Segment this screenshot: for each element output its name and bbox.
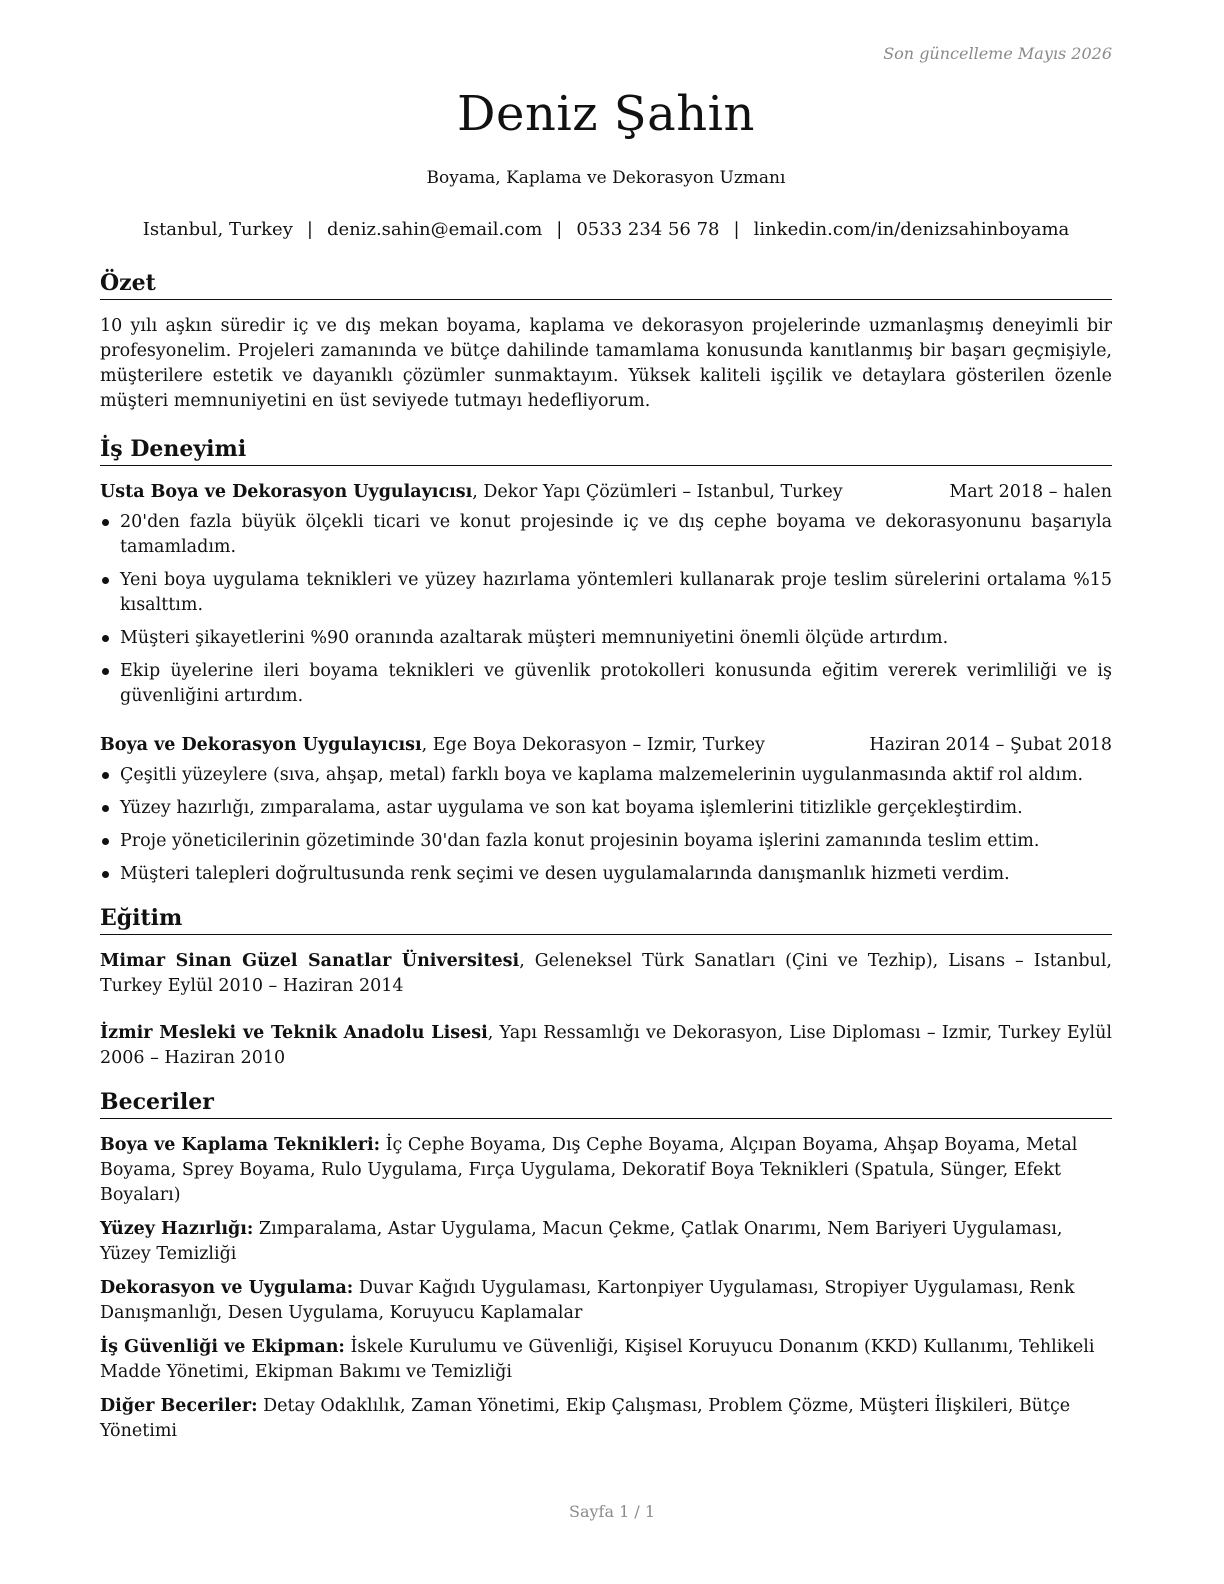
skill-text: Detay Odaklılık, Zaman Yönetimi, Ekip Çalışması, Problem Çözme, Müşteri İlişkileri, Bütçe Yönetimi: [100, 1396, 1071, 1441]
contact-email[interactable]: deniz.sahin@email.com: [326, 219, 543, 240]
job-bullet: Müşteri şikayetlerini %90 oranında azaltarak müşteri memnuniyetini önemli ölçüde artırdım.: [100, 626, 1112, 651]
skill-row: [100, 1133, 1112, 1208]
job-header: [100, 480, 1112, 505]
resume-content: [100, 268, 1112, 1453]
education-entry: [100, 949, 1112, 999]
job-dates: Mart 2018 – halen: [949, 482, 1112, 502]
education-dates: Eylül 2010 – Haziran 2014: [167, 976, 404, 996]
skill-row: [100, 1394, 1112, 1444]
job-bullet: Yeni boya uygulama teknikleri ve yüzey hazırlama yöntemleri kullanarak proje teslim sürelerini ortalama %15 kısalttım.: [100, 568, 1112, 618]
job-bullets: [100, 763, 1112, 887]
skill-label: Yüzey Hazırlığı:: [100, 1219, 254, 1239]
job-bullets: [100, 510, 1112, 709]
job-entry: [100, 733, 1112, 887]
summary-heading: Özet: [100, 268, 1112, 300]
job-dates: Haziran 2014 – Şubat 2018: [869, 735, 1112, 755]
candidate-title: Boyama, Kaplama ve Dekorasyon Uzmanı: [426, 168, 786, 188]
job-bullet: 20'den fazla büyük ölçekli ticari ve konut projesinde iç ve dış cephe boyama ve dekorasyonunu başarıyla tamamladım.: [100, 510, 1112, 560]
skill-label: Diğer Beceriler:: [100, 1396, 258, 1416]
contact-location: Istanbul, Turkey: [142, 219, 293, 240]
page-number: Sayfa 1 / 1: [568, 1502, 655, 1521]
education-heading: Eğitim: [100, 903, 1112, 935]
skills-heading: Beceriler: [100, 1087, 1112, 1119]
skill-text: Duvar Kağıdı Uygulaması, Kartonpiyer Uygulaması, Stropiyer Uygulaması, Renk Danışmanlığı, Desen Uygulama, Koruyucu Kaplamalar: [100, 1278, 1075, 1323]
education-entry: [100, 1021, 1112, 1071]
skill-label: Boya ve Kaplama Teknikleri:: [100, 1135, 381, 1155]
experience-heading: İş Deneyimi: [100, 434, 1112, 466]
contact-linkedin[interactable]: linkedin.com/in/denizsahinboyama: [753, 219, 1070, 240]
contact-line: [100, 219, 1112, 240]
last-updated: Son güncelleme Mayıs 2026: [883, 44, 1112, 63]
job-bullet: Ekip üyelerine ileri boyama teknikleri ve güvenlik protokolleri konusunda eğitim vererek verimliliği ve iş güvenliğini artırdım.: [100, 659, 1112, 709]
job-bullet: Yüzey hazırlığı, zımparalama, astar uygulama ve son kat boyama işlemlerini titizlikle gerçekleştirdim.: [100, 796, 1112, 821]
skill-row: [100, 1217, 1112, 1267]
candidate-name: Deniz Şahin: [457, 86, 755, 142]
job-entry: [100, 480, 1112, 709]
skill-label: İş Güvenliği ve Ekipman:: [100, 1337, 345, 1357]
education-dates: Eylül 2006 – Haziran 2010: [100, 1023, 1112, 1068]
job-bullet: Proje yöneticilerinin gözetiminde 30'dan fazla konut projesinin boyama işlerini zamanında teslim ettim.: [100, 829, 1112, 854]
skill-text: İç Cephe Boyama, Dış Cephe Boyama, Alçıpan Boyama, Ahşap Boyama, Metal Boyama, Sprey Boyama, Rulo Uygulama, Fırça Uygulama, Dekoratif Boya Teknikleri (Spatula, Sünger, Efekt Boyaları): [100, 1135, 1078, 1205]
summary-text: 10 yılı aşkın süredir iç ve dış mekan boyama, kaplama ve dekorasyon projelerinde uzmanlaşmış deneyimli bir profesyonelim. Projeleri zamanında ve bütçe dahilinde tamamlama konusunda kanıtlanmış bir başarı geçmişiyle, müşterilere estetik ve dayanıklı çözümler sunmaktayım. Yüksek kaliteli işçilik ve detaylara gösterilen özenle müşteri memnuniyetini en üst seviyede tutmayı hedefliyorum.: [100, 316, 1112, 411]
education-school: İzmir Mesleki ve Teknik Anadolu Lisesi: [100, 1023, 488, 1043]
education-detail: , Yapı Ressamlığı ve Dekorasyon, Lise Diploması – Izmir, Turkey: [487, 1023, 1061, 1043]
contact-phone: 0533 234 56 78: [576, 219, 720, 240]
job-bullet: Müşteri talepleri doğrultusunda renk seçimi ve desen uygulamalarında danışmanlık hizmeti verdim.: [100, 862, 1112, 887]
skill-text: İskele Kurulumu ve Güvenliği, Kişisel Koruyucu Donanım (KKD) Kullanımı, Tehlikeli Madde Yönetimi, Ekipman Bakımı ve Temizliği: [100, 1337, 1095, 1382]
job-company: , Dekor Yapı Çözümleri – Istanbul, Turkey: [472, 482, 843, 502]
contact-separator: |: [306, 219, 313, 240]
skill-label: Dekorasyon ve Uygulama:: [100, 1278, 354, 1298]
skill-text: Zımparalama, Astar Uygulama, Macun Çekme, Çatlak Onarımı, Nem Bariyeri Uygulaması, Yüzey Temizliği: [100, 1219, 1063, 1264]
job-role: Boya ve Dekorasyon Uygulayıcısı: [100, 735, 422, 755]
job-bullet: Çeşitli yüzeylere (sıva, ahşap, metal) farklı boya ve kaplama malzemelerinin uygulanmasında aktif rol aldım.: [100, 763, 1112, 788]
education-detail: , Geleneksel Türk Sanatları (Çini ve Tezhip), Lisans – Istanbul, Turkey: [100, 951, 1112, 996]
skill-row: [100, 1335, 1112, 1385]
job-role: Usta Boya ve Dekorasyon Uygulayıcısı: [100, 482, 473, 502]
contact-separator: |: [556, 219, 563, 240]
education-school: Mimar Sinan Güzel Sanatlar Üniversitesi: [100, 951, 520, 971]
skill-row: [100, 1276, 1112, 1326]
job-header: [100, 733, 1112, 758]
job-company: , Ege Boya Dekorasyon – Izmir, Turkey: [421, 735, 765, 755]
contact-separator: |: [733, 219, 740, 240]
